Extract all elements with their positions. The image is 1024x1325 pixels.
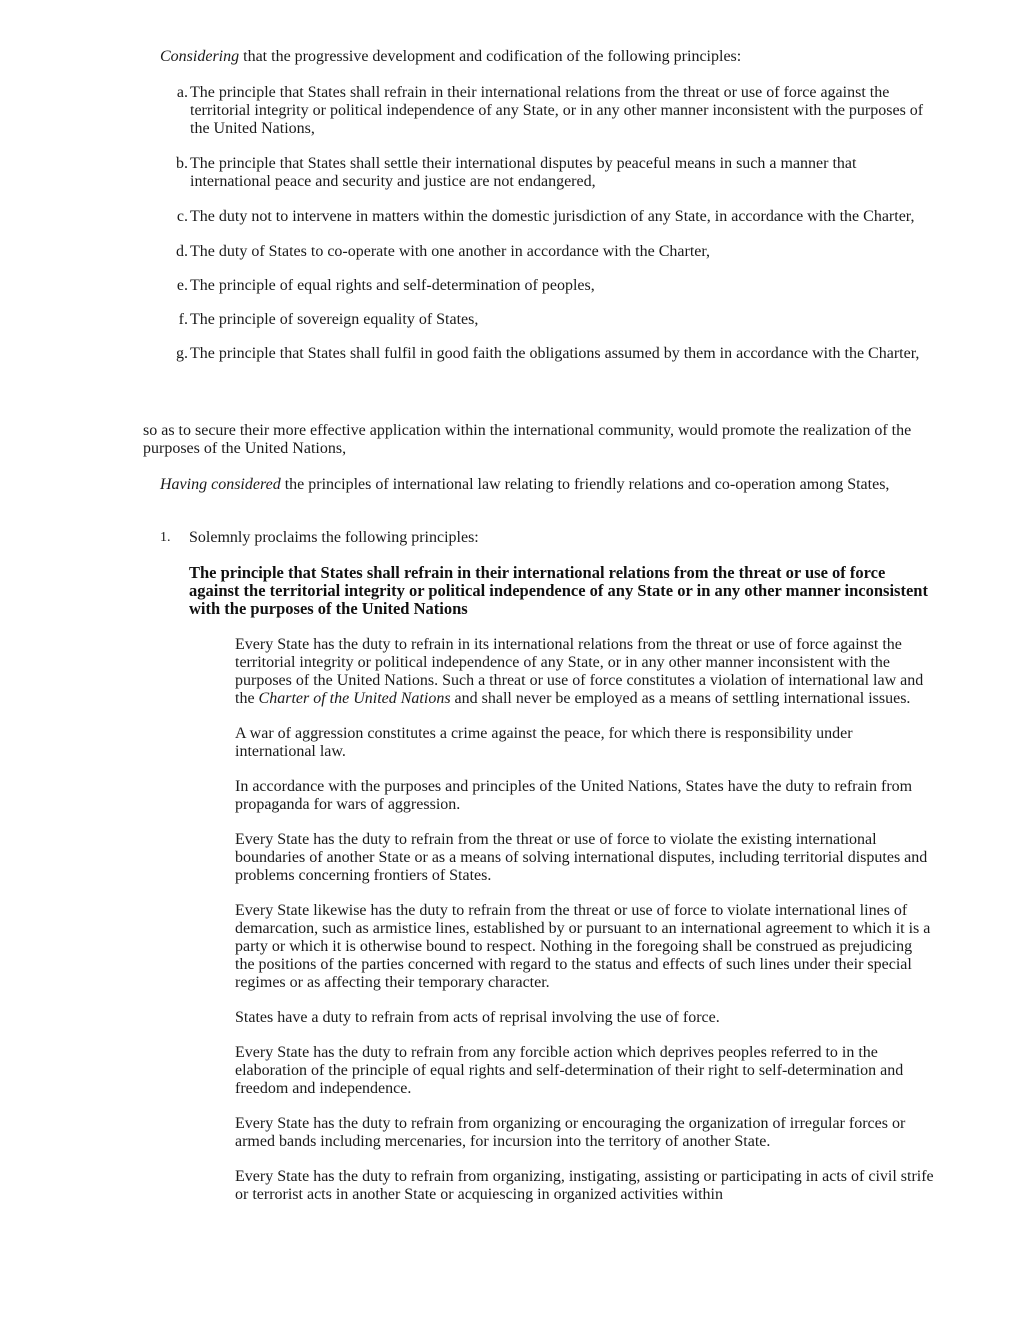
proclaims-number: 1. (160, 530, 171, 545)
list-item (168, 277, 928, 295)
body-paragraph: A war of aggression constitutes a crime against the peace, for which there is responsibility under international law. (235, 725, 853, 760)
having-considered-text: the principles of international law relating to friendly relations and co-operation among States, (280, 476, 890, 493)
body-paragraph: Every State has the duty to refrain from the threat or use of force to violate the existing international boundaries of another State or as a means of solving international disputes, including territorial disputes and problems concerning frontiers of States. (235, 831, 928, 884)
principle-body (235, 636, 935, 1221)
list-item (168, 208, 928, 226)
list-item (168, 155, 928, 191)
list-item-text: The principle that States shall fulfil in good faith the obligations assumed by them in accordance with the Charter, (190, 345, 920, 362)
list-marker: c. (176, 208, 188, 225)
considering-italic: Considering (160, 48, 240, 65)
list-marker: a. (176, 84, 188, 101)
charter-italic: Charter of the United Nations (258, 690, 451, 707)
list-item-text: The duty not to intervene in matters within the domestic jurisdiction of any State, in accordance with the Charter, (190, 208, 915, 225)
body-paragraph: States have a duty to refrain from acts of reprisal involving the use of force. (235, 1009, 720, 1026)
proclaims-text: Solemnly proclaims the following principles: (189, 529, 479, 546)
considering-paragraph (160, 48, 940, 66)
body-paragraph: Every State likewise has the duty to refrain from the threat or use of force to violate international lines of demarcation, such as armistice lines, established by or pursuant to an international agreement to which it is a party or which it is otherwise bound to respect. Nothing in the foregoing shall be construed as prejudicing the positions of the parties concerned with regard to the status and effects of such lines under their special regimes or as affecting their temporary character. (235, 902, 931, 991)
list-item-text: The principle of sovereign equality of States, (190, 311, 479, 328)
list-marker: f. (178, 311, 188, 328)
proclaims-item (160, 529, 920, 547)
considering-text: that the progressive development and codification of the following principles: (239, 48, 742, 65)
list-marker: e. (176, 277, 188, 294)
having-considered-italic: Having considered (160, 476, 281, 493)
body-paragraph: Every State has the duty to refrain from any forcible action which deprives peoples referred to in the elaboration of the principle of equal rights and self-determination of their right to self-determination and freedom and independence. (235, 1044, 904, 1097)
list-marker: d. (176, 243, 188, 260)
list-item (168, 84, 928, 138)
body-paragraph: Every State has the duty to refrain from organizing or encouraging the organization of irregular forces or armed bands including mercenaries, for incursion into the territory of another State. (235, 1115, 906, 1150)
list-item (168, 311, 928, 329)
list-item-text: The principle of equal rights and self-determination of peoples, (190, 277, 595, 294)
body-text: and shall never be employed as a means of settling international issues. (450, 690, 911, 707)
body-paragraph: Every State has the duty to refrain from organizing, instigating, assisting or participating in acts of civil strife or terrorist acts in another State or acquiescing in organized activities within (235, 1168, 934, 1203)
list-item-text: The duty of States to co-operate with one another in accordance with the Charter, (190, 243, 711, 260)
body-paragraph (235, 636, 935, 708)
principles-list (168, 84, 928, 380)
list-marker: g. (176, 345, 188, 362)
list-marker: b. (176, 155, 188, 172)
list-item (168, 243, 928, 261)
having-considered-paragraph (143, 476, 933, 494)
section-heading: The principle that States shall refrain in their international relations from the threat or use of force against the territorial integrity or political independence of any State or in any other manner inconsistent with the purposes of the United Nations (189, 563, 928, 618)
list-item-text: The principle that States shall refrain in their international relations from the threat or use of force against the territorial integrity or political independence of any State, or in any other manner inconsistent with the purposes of the United Nations, (190, 84, 924, 137)
body-paragraph: In accordance with the purposes and principles of the United Nations, States have the duty to refrain from propaganda for wars of aggression. (235, 778, 913, 813)
list-item (168, 345, 928, 363)
list-item-text: The principle that States shall settle their international disputes by peaceful means in such a manner that international peace and security and justice are not endangered, (190, 155, 857, 190)
body-text: Every State has the duty to refrain in its international relations from the threat or use of force against the territorial integrity or political independence of any State, or in any other manner inconsistent with the purposes of the United Nations. Such a threat or use of force constitutes a violation of international law and the (235, 636, 924, 707)
so-as-paragraph: so as to secure their more effective application within the international community, would promote the realization of the purposes of the United Nations, (143, 422, 912, 457)
